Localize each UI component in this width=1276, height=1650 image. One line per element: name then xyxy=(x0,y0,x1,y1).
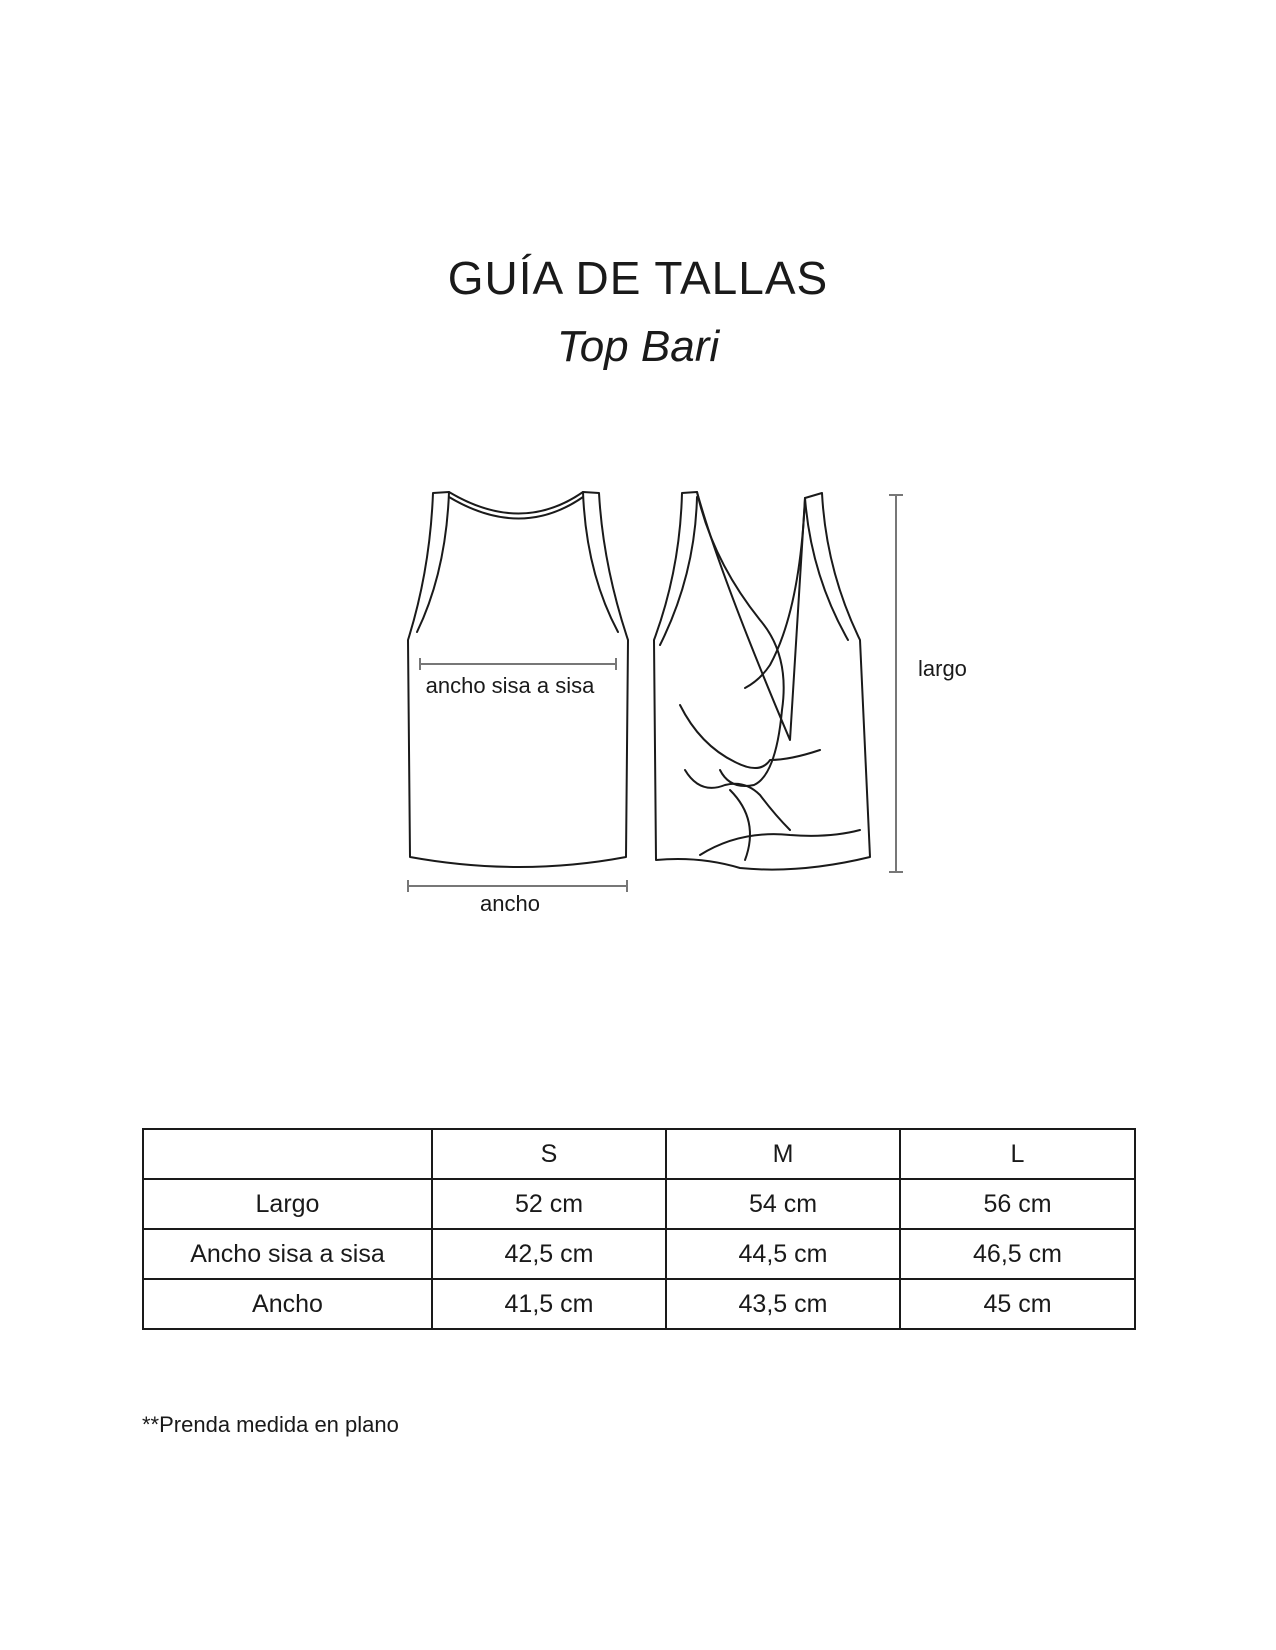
table-header-size-m: M xyxy=(666,1129,900,1179)
back-top-illustration xyxy=(654,492,870,870)
label-ancho: ancho xyxy=(480,891,540,916)
label-ancho-sisa-a-sisa: ancho sisa a sisa xyxy=(425,673,595,698)
table-cell: 42,5 cm xyxy=(432,1229,666,1279)
table-cell: 54 cm xyxy=(666,1179,900,1229)
size-table xyxy=(142,1128,1136,1330)
table-row-largo xyxy=(143,1179,1135,1229)
label-largo: largo xyxy=(918,656,967,681)
row-label: Ancho xyxy=(143,1279,432,1329)
table-header-cell xyxy=(143,1129,432,1179)
table-row-ancho-sisa-a-sisa xyxy=(143,1229,1135,1279)
table-header-size-l: L xyxy=(900,1129,1135,1179)
table-cell: 46,5 cm xyxy=(900,1229,1135,1279)
row-label: Largo xyxy=(143,1179,432,1229)
table-cell: 43,5 cm xyxy=(666,1279,900,1329)
largo-measure-line xyxy=(889,495,903,872)
table-header-size-s: S xyxy=(432,1129,666,1179)
page-title: GUÍA DE TALLAS xyxy=(447,252,829,304)
table-cell: 56 cm xyxy=(900,1179,1135,1229)
table-cell: 45 cm xyxy=(900,1279,1135,1329)
table-cell: 41,5 cm xyxy=(432,1279,666,1329)
table-header-row xyxy=(143,1129,1135,1179)
table-row-ancho xyxy=(143,1279,1135,1329)
ancho-sisa-a-sisa-measure-line xyxy=(420,658,616,670)
table-cell: 44,5 cm xyxy=(666,1229,900,1279)
footnote: **Prenda medida en plano xyxy=(142,1412,399,1437)
row-label: Ancho sisa a sisa xyxy=(143,1229,432,1279)
product-name: Top Bari xyxy=(556,322,720,371)
table-cell: 52 cm xyxy=(432,1179,666,1229)
